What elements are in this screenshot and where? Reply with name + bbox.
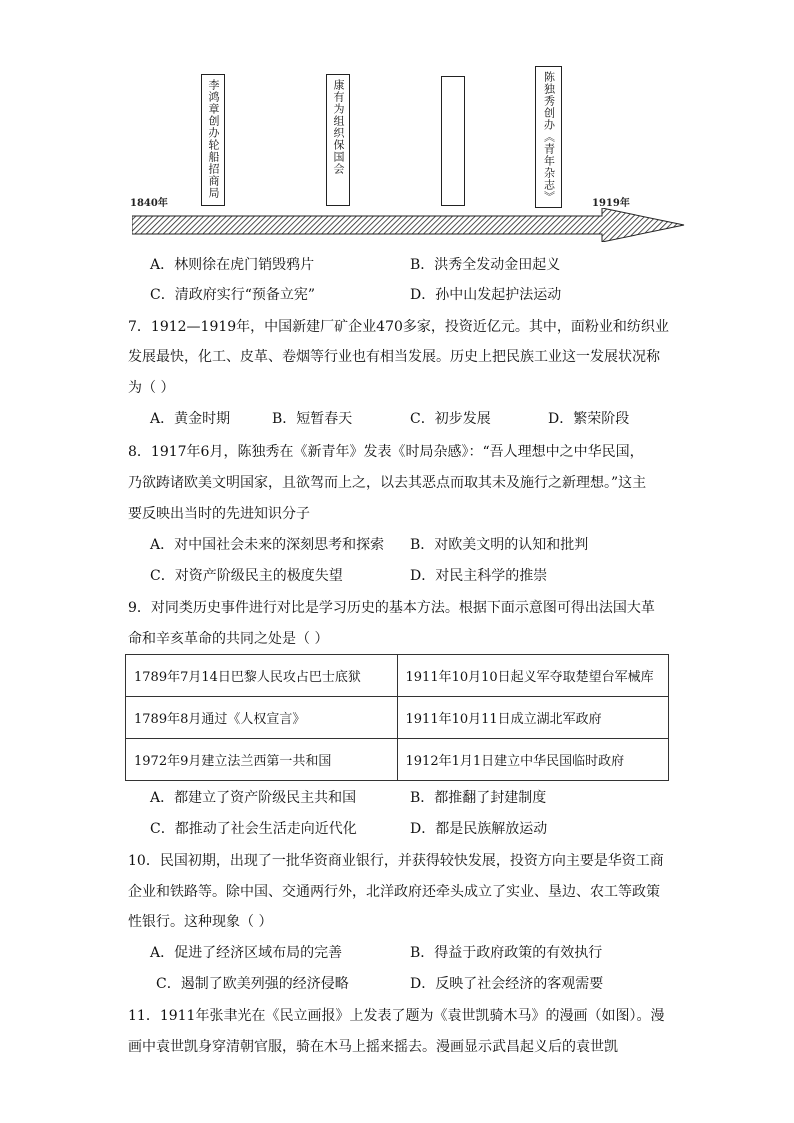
q6-option-b: B．洪秀全发动金田起义 (410, 257, 561, 273)
q10-option-c: C．遏制了欧美列强的经济侵略 (156, 976, 349, 992)
timeline-box-1: 李鸿章创办轮船招商局 (201, 74, 225, 206)
q9-option-d: D．都是民族解放运动 (410, 821, 548, 837)
table-cell: 1972年9月建立法兰西第一共和国 (126, 739, 398, 781)
q10-option-a: A．促进了经济区域布局的完善 (150, 945, 343, 961)
table-cell: 1911年10月10日起义军夺取楚望台军械库 (397, 655, 669, 697)
timeline-box-2: 康有为组织保国会 (326, 74, 350, 206)
timeline-end-year: 1919年 (592, 198, 630, 209)
q8-line-3: 要反映出当时的先进知识分子 (128, 506, 310, 522)
q6-option-c: C．清政府实行“预备立宪” (150, 287, 316, 303)
q9-option-a: A．都建立了资产阶级民主共和国 (150, 790, 357, 806)
timeline-figure (126, 60, 686, 250)
q11-line-2: 画中袁世凯身穿清朝官服，骑在木马上摇来摇去。漫画显示武昌起义后的袁世凯 (128, 1039, 618, 1055)
q8-option-c: C．对资产阶级民主的极度失望 (150, 568, 343, 584)
q8-line-2: 乃欲踌诸欧美文明国家，且欲驾而上之，以去其恶点而取其未及施行之新理想。”这主 (128, 475, 647, 491)
q9-line-1: 9．对同类历史事件进行对比是学习历史的基本方法。根据下面示意图可得出法国大革 (128, 600, 655, 616)
q7-line-2: 发展最快，化工、皮革、卷烟等行业也有相当发展。历史上把民族工业这一发展状况称 (128, 349, 660, 365)
q9-option-b: B．都推翻了封建制度 (410, 790, 547, 806)
table-cell: 1789年7月14日巴黎人民攻占巴士底狱 (126, 655, 398, 697)
table-row (126, 697, 669, 739)
table-row (126, 655, 669, 697)
q9-option-c: C．都推动了社会生活走向近代化 (150, 821, 357, 837)
q7-option-a: A．黄金时期 (150, 411, 231, 427)
q11-line-1: 11．1911年张聿光在《民立画报》上发表了题为《袁世凯骑木马》的漫画（如图）。漫 (128, 1008, 665, 1024)
q8-line-1: 8．1917年6月，陈独秀在《新青年》发表《时局杂感》：“吾人理想中之中华民国， (128, 444, 644, 460)
q10-option-d: D．反映了社会经济的客观需要 (410, 976, 604, 992)
q7-option-d: D．繁荣阶段 (548, 411, 630, 427)
table-row (126, 739, 669, 781)
timeline-box-3-blank (441, 76, 465, 206)
table-cell: 1911年10月11日成立湖北军政府 (397, 697, 669, 739)
q8-option-b: B．对欧美文明的认知和批判 (410, 537, 589, 553)
q10-line-2: 企业和铁路等。除中国、交通两行外，北洋政府还牵头成立了实业、垦边、农工等政策 (128, 884, 660, 900)
q9-line-2: 命和辛亥革命的共同之处是（ ） (128, 631, 329, 647)
q7-option-c: C．初步发展 (410, 411, 491, 427)
table-cell: 1789年8月通过《人权宣言》 (126, 697, 398, 739)
timeline-start-year: 1840年 (130, 198, 168, 209)
q8-option-a: A．对中国社会未来的深刻思考和探索 (150, 537, 385, 553)
q7-line-3: 为（ ） (128, 380, 175, 396)
q10-line-1: 10．民国初期，出现了一批华资商业银行，并获得较快发展，投资方向主要是华资工商 (128, 853, 664, 869)
q10-option-b: B．得益于政府政策的有效执行 (410, 945, 603, 961)
q6-option-d: D．孙中山发起护法运动 (410, 287, 562, 303)
timeline-arrow (132, 208, 688, 242)
q7-option-b: B．短暂春天 (272, 411, 353, 427)
q6-option-a: A．林则徐在虎门销毁鸦片 (150, 257, 315, 273)
comparison-table (125, 654, 669, 781)
q10-line-3: 性银行。这种现象（ ） (128, 914, 273, 930)
q8-option-d: D．对民主科学的推崇 (410, 568, 548, 584)
table-cell: 1912年1月1日建立中华民国临时政府 (397, 739, 669, 781)
timeline-box-4: 陈独秀创办《青年杂志》 (535, 66, 562, 208)
q7-line-1: 7．1912—1919年，中国新建厂矿企业470多家，投资近亿元。其中，面粉业和纺织业 (128, 319, 669, 335)
